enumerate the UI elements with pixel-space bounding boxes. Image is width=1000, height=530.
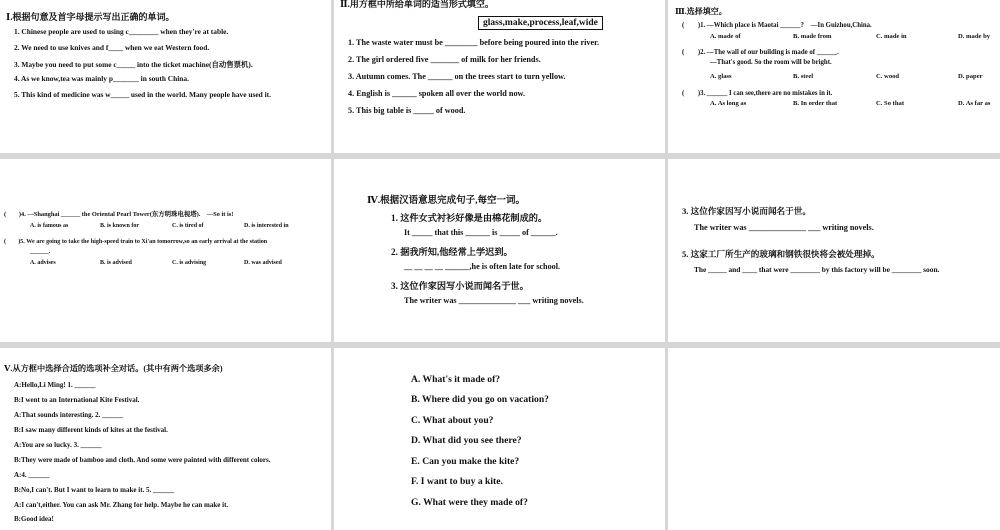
word-box: glass,make,process,leaf,wide bbox=[478, 16, 603, 30]
dialogue-line: A:4. ______ bbox=[14, 471, 50, 479]
option-item: F. I want to buy a kite. bbox=[411, 476, 503, 487]
slide-3 bbox=[668, 0, 1000, 153]
option-c: C. So that bbox=[876, 100, 905, 107]
option-item: B. Where did you go on vacation? bbox=[411, 394, 549, 405]
option-a: A. advises bbox=[30, 260, 56, 266]
question-item: 2. The girl ordered five _______ of milk for her friends. bbox=[348, 55, 541, 64]
section-heading: Ⅰ.根据句意及首字母提示写出正确的单词。 bbox=[6, 12, 175, 22]
option-b: B. made from bbox=[793, 33, 832, 40]
section-heading: Ⅴ.从方框中选择合适的选项补全对话。(其中有两个选项多余) bbox=[4, 364, 223, 373]
option-d: D. As far as bbox=[958, 100, 991, 107]
option-c: C. made in bbox=[876, 33, 907, 40]
option-c: C. wood bbox=[876, 73, 900, 80]
dialogue-line: A:You are so lucky. 3. ______ bbox=[14, 441, 102, 449]
chinese-sentence: 5. 这家工厂所生产的玻璃和钢铁很快将会被处理掉。 bbox=[682, 249, 880, 259]
option-item: G. What were they made of? bbox=[411, 497, 528, 508]
section-heading: Ⅳ.根据汉语意思完成句子,每空一词。 bbox=[367, 196, 526, 206]
option-a: A. made of bbox=[710, 33, 741, 40]
question-item: 1. The waste water must be ________ before being poured into the river. bbox=[348, 38, 600, 47]
english-blank-sentence: It _____ that this ______ is _____ of ______. bbox=[404, 228, 558, 237]
option-item: E. Can you make the kite? bbox=[411, 456, 520, 467]
option-c: C. is advising bbox=[172, 260, 207, 266]
dialogue-line: A:I can't,either. You can ask Mr. Zhang for help. Maybe he can make it. bbox=[14, 501, 229, 509]
english-blank-sentence: The writer was ______________ ___ writing novels. bbox=[404, 296, 584, 305]
options-row bbox=[30, 260, 282, 266]
question-item: 4. As we know,tea was mainly p_______ in south China. bbox=[14, 74, 189, 83]
dialogue-line: B:No,I can't. But I want to learn to make it. 5. ______ bbox=[14, 486, 175, 494]
slide-9-blank bbox=[668, 348, 1000, 530]
question-item: 5. This kind of medicine was w_____ used in the world. Many people have used it. bbox=[14, 90, 271, 99]
question-item: ( )3. ______ I can see,there are no mistakes in it. bbox=[682, 90, 833, 97]
slide-2 bbox=[334, 0, 665, 153]
dialogue-line: A:Hello,Li Ming! 1. ______ bbox=[14, 381, 96, 389]
question-item: ( )2. —The wall of our building is made of ______. bbox=[682, 49, 839, 56]
question-item: —That's good. So the room will be bright. bbox=[710, 59, 832, 66]
chinese-sentence: 1. 这件女式衬衫好像是由棉花制成的。 bbox=[391, 213, 548, 223]
options-row bbox=[710, 33, 990, 40]
question-item: 1. Chinese people are used to using c________ when they're at table. bbox=[14, 27, 229, 36]
option-a: A. As long as bbox=[710, 100, 747, 107]
question-item: 5. This big table is _____ of wood. bbox=[348, 106, 466, 115]
question-item: 4. English is ______ spoken all over the world now. bbox=[348, 89, 526, 98]
english-blank-sentence: The writer was ______________ ___ writing novels. bbox=[694, 223, 874, 232]
chinese-sentence: 3. 这位作家因写小说而闻名于世。 bbox=[682, 206, 811, 216]
dialogue-line: B:Good idea! bbox=[14, 515, 54, 523]
dialogue-line: B:I went to an International Kite Festival. bbox=[14, 396, 140, 404]
option-d: D. paper bbox=[958, 73, 983, 80]
option-d: D. is interested in bbox=[244, 223, 289, 229]
question-item: 2. We need to use knives and f____ when we eat Western food. bbox=[14, 43, 210, 52]
option-c: C. is tired of bbox=[172, 223, 204, 229]
chinese-sentence: 3. 这位作家因写小说而闻名于世。 bbox=[391, 281, 529, 291]
option-item: A. What's it made of? bbox=[411, 374, 501, 385]
chinese-sentence: 2. 据我所知,他经常上学迟到。 bbox=[391, 247, 513, 257]
english-blank-sentence: __ __ __ __ ______,he is often late for school. bbox=[404, 262, 561, 271]
question-item: ( )4. —Shanghai ______ the Oriental Pearl Tower(东方明珠电视塔). —So it is! bbox=[4, 211, 234, 218]
options-row bbox=[710, 100, 990, 107]
option-item: D. What did you see there? bbox=[411, 435, 522, 446]
slide-7 bbox=[0, 348, 331, 530]
question-item: ( )1. —Which place is Maotai ______? —In Guizhou,China. bbox=[682, 22, 872, 29]
slide-1 bbox=[0, 0, 331, 153]
question-item: 3. Maybe you need to put some c_____ into the ticket machine(自动售票机). bbox=[14, 60, 253, 69]
option-b: B. steel bbox=[793, 73, 814, 80]
option-item: C. What about you? bbox=[411, 415, 494, 426]
option-b: B. In order that bbox=[793, 100, 838, 107]
option-d: D. made by bbox=[958, 33, 991, 40]
question-item: ______. bbox=[30, 248, 51, 255]
option-b: B. is known for bbox=[100, 223, 140, 229]
option-d: D. was advised bbox=[244, 260, 282, 266]
dialogue-line: B:They were made of bamboo and cloth. And some were painted with different colors. bbox=[14, 456, 271, 464]
slide-4 bbox=[0, 159, 331, 342]
english-blank-sentence: The _____ and ____ that were ________ by this factory will be ________ soon. bbox=[694, 265, 940, 274]
section-heading: Ⅱ.用方框中所给单词的适当形式填空。 bbox=[340, 0, 494, 9]
question-item: ( )5. We are going to take the high-speed train to Xi'an tomorrow,so an early arrival at the station bbox=[4, 239, 268, 245]
slide-8 bbox=[334, 348, 665, 530]
slide-6 bbox=[668, 159, 1000, 342]
options-row bbox=[30, 223, 289, 229]
option-a: A. glass bbox=[710, 73, 732, 80]
option-b: B. is advised bbox=[100, 260, 132, 266]
dialogue-line: A:That sounds interesting. 2. ______ bbox=[14, 411, 124, 419]
option-a: A. is famous as bbox=[30, 223, 69, 229]
slide-5 bbox=[334, 159, 665, 342]
dialogue-line: B:I saw many different kinds of kites at the festival. bbox=[14, 426, 168, 434]
question-item: 3. Autumn comes. The ______ on the trees start to turn yellow. bbox=[348, 72, 566, 81]
section-heading: Ⅲ.选择填空。 bbox=[675, 7, 727, 16]
options-row bbox=[710, 73, 983, 80]
